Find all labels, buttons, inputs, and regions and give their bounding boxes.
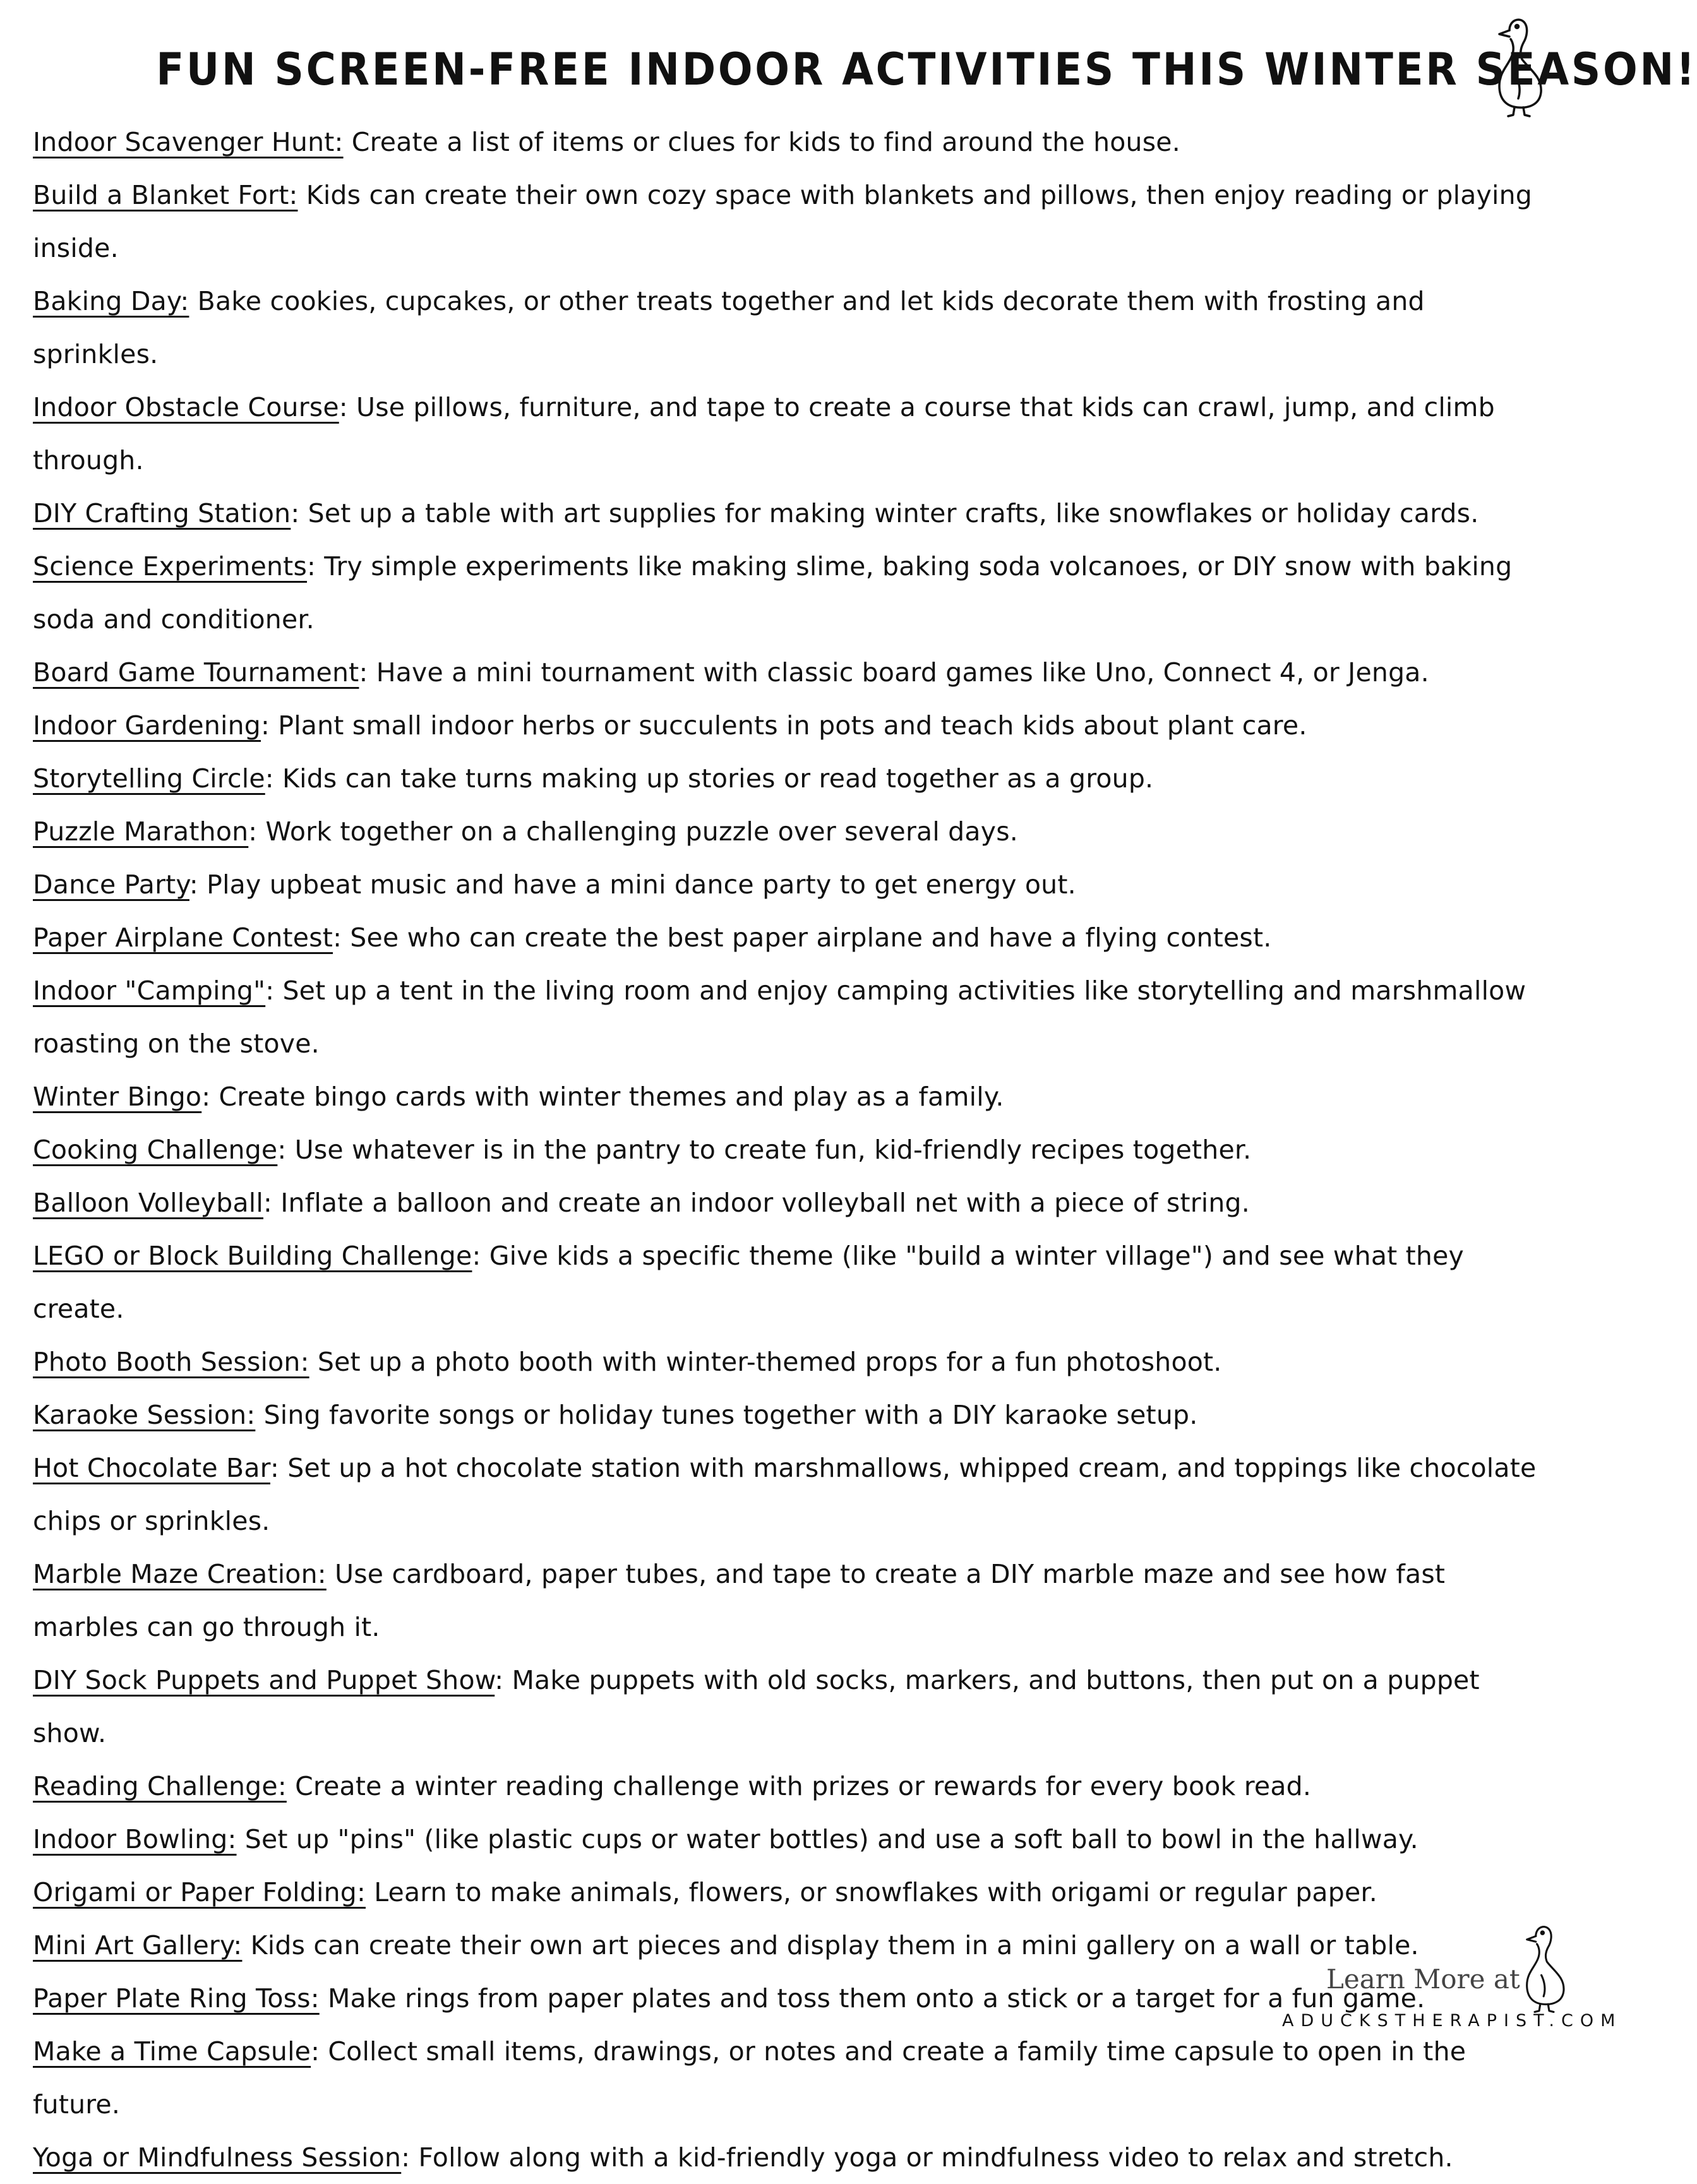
activity-description: Kids can create their own art pieces and display them in a mini gallery on a wall or table. <box>242 1930 1419 1960</box>
activity-description: : Set up a table with art supplies for making winter crafts, like snowflakes or holiday cards. <box>291 498 1479 528</box>
activity-name: Marble Maze Creation: <box>33 1559 327 1589</box>
activity-description: Use cardboard, paper tubes, and tape to create a DIY marble maze and see how fast marbles can go through it. <box>33 1559 1446 1642</box>
activity-item <box>33 275 1549 381</box>
activity-description: Create a winter reading challenge with prizes or rewards for every book read. <box>286 1771 1312 1801</box>
duck-icon <box>1484 11 1554 119</box>
activity-description: Create a list of items or clues for kids to find around the house. <box>343 127 1180 157</box>
activity-name: Karaoke Session: <box>33 1400 256 1430</box>
activity-item <box>33 1866 1549 1919</box>
activity-item <box>33 1123 1549 1176</box>
website-link[interactable]: ADUCKSTHERAPIST.COM <box>1282 2011 1622 2031</box>
activity-item <box>33 752 1549 805</box>
activity-item <box>33 487 1549 540</box>
activity-item <box>33 1760 1549 1813</box>
activity-description: : See who can create the best paper airplane and have a flying contest. <box>333 922 1272 953</box>
activity-name: Cooking Challenge <box>33 1135 278 1165</box>
activity-description: : Give kids a specific theme (like "build a winter village") and see what they create. <box>33 1241 1465 1324</box>
activity-name: Balloon Volleyball <box>33 1188 263 1218</box>
activity-item <box>33 540 1549 646</box>
activity-name: Paper Plate Ring Toss: <box>33 1983 320 2014</box>
activity-item <box>33 1335 1549 1388</box>
activity-name: Dance Party <box>33 869 189 900</box>
activity-item <box>33 1070 1549 1123</box>
activity-name: Indoor Gardening <box>33 710 261 741</box>
activity-item <box>33 1548 1549 1654</box>
activity-name: Indoor Bowling: <box>33 1824 237 1854</box>
activity-name: Science Experiments <box>33 551 308 582</box>
activity-item <box>33 2025 1549 2131</box>
activity-name: Make a Time Capsule <box>33 2036 311 2067</box>
page-title: FUN SCREEN-FREE INDOOR ACTIVITIES THIS WINTER SEASON! <box>156 44 1697 95</box>
activity-name: Storytelling Circle <box>33 763 265 794</box>
activity-description: : Work together on a challenging puzzle over several days. <box>248 816 1018 847</box>
activity-name: Paper Airplane Contest <box>33 922 333 953</box>
activity-description: : Kids can take turns making up stories or read together as a group. <box>265 763 1154 794</box>
activity-description: : Plant small indoor herbs or succulents in pots and teach kids about plant care. <box>261 710 1307 741</box>
activity-item <box>33 1176 1549 1229</box>
activity-item <box>33 911 1549 964</box>
activity-item <box>33 858 1549 911</box>
activity-item <box>33 699 1549 752</box>
activity-description: Make rings from paper plates and toss them onto a stick or a target for a fun game. <box>319 1983 1425 2014</box>
activity-name: Origami or Paper Folding: <box>33 1877 366 1907</box>
activity-name: Hot Chocolate Bar <box>33 1453 270 1483</box>
activity-description: Sing favorite songs or holiday tunes together with a DIY karaoke setup. <box>255 1400 1198 1430</box>
activity-description: : Try simple experiments like making slime, baking soda volcanoes, or DIY snow with baking soda and conditioner. <box>33 551 1513 635</box>
activity-item <box>33 116 1549 169</box>
activity-description: : Use whatever is in the pantry to create fun, kid-friendly recipes together. <box>277 1135 1252 1165</box>
activity-item <box>33 1813 1549 1866</box>
activity-name: Board Game Tournament <box>33 657 359 688</box>
activity-name: Build a Blanket Fort: <box>33 180 298 210</box>
activity-name: Baking Day: <box>33 286 189 316</box>
activity-item <box>33 2131 1549 2184</box>
activity-item <box>33 1441 1549 1548</box>
activity-description: Set up a photo booth with winter-themed props for a fun photoshoot. <box>309 1347 1222 1377</box>
activity-name: Indoor Scavenger Hunt: <box>33 127 344 157</box>
activity-name: Yoga or Mindfulness Session <box>33 2142 402 2173</box>
activity-description: : Set up a tent in the living room and enjoy camping activities like storytelling and marshmallow roasting on the stove. <box>33 976 1526 1059</box>
activity-description: : Make puppets with old socks, markers, and buttons, then put on a puppet show. <box>33 1665 1480 1748</box>
activity-item <box>33 964 1549 1070</box>
activity-item <box>33 646 1549 699</box>
activity-item <box>33 381 1549 487</box>
activity-item <box>33 1388 1549 1441</box>
activity-description: : Have a mini tournament with classic board games like Uno, Connect 4, or Jenga. <box>359 657 1429 688</box>
learn-more-text: Learn More at <box>1326 1964 1520 1995</box>
duck-icon <box>1513 1919 1576 2014</box>
activity-description: : Use pillows, furniture, and tape to create a course that kids can crawl, jump, and climb through. <box>33 392 1495 475</box>
activity-name: DIY Sock Puppets and Puppet Show <box>33 1665 495 1695</box>
activity-description: : Play upbeat music and have a mini dance party to get energy out. <box>189 869 1076 900</box>
activity-item <box>33 1654 1549 1760</box>
activity-name: DIY Crafting Station <box>33 498 291 528</box>
activity-name: Photo Booth Session: <box>33 1347 309 1377</box>
activity-description: : Follow along with a kid-friendly yoga or mindfulness video to relax and stretch. <box>401 2142 1453 2173</box>
activity-description: : Set up a hot chocolate station with marshmallows, whipped cream, and toppings like chocolate chips or sprinkles. <box>33 1453 1537 1536</box>
activity-description: : Collect small items, drawings, or notes and create a family time capsule to open in the future. <box>33 2036 1466 2120</box>
activity-list <box>33 116 1549 2184</box>
activity-description: : Inflate a balloon and create an indoor volleyball net with a piece of string. <box>263 1188 1250 1218</box>
activity-description: : Create bingo cards with winter themes and play as a family. <box>201 1082 1004 1112</box>
activity-item <box>33 169 1549 275</box>
activity-name: LEGO or Block Building Challenge <box>33 1241 472 1271</box>
activity-description: Learn to make animals, flowers, or snowflakes with origami or regular paper. <box>366 1877 1377 1907</box>
activity-item <box>33 1229 1549 1335</box>
activity-description: Kids can create their own cozy space with blankets and pillows, then enjoy reading or playing inside. <box>33 180 1533 263</box>
activity-description: Set up "pins" (like plastic cups or water bottles) and use a soft ball to bowl in the hallway. <box>236 1824 1418 1854</box>
activity-name: Mini Art Gallery: <box>33 1930 243 1960</box>
activity-name: Winter Bingo <box>33 1082 202 1112</box>
activity-name: Reading Challenge: <box>33 1771 287 1801</box>
activity-description: Bake cookies, cupcakes, or other treats together and let kids decorate them with frosting and sprinkles. <box>33 286 1425 369</box>
activity-name: Puzzle Marathon <box>33 816 249 847</box>
activity-item <box>33 1919 1549 1972</box>
activity-name: Indoor Obstacle Course <box>33 392 339 422</box>
activity-item <box>33 805 1549 858</box>
activity-name: Indoor "Camping" <box>33 976 266 1006</box>
